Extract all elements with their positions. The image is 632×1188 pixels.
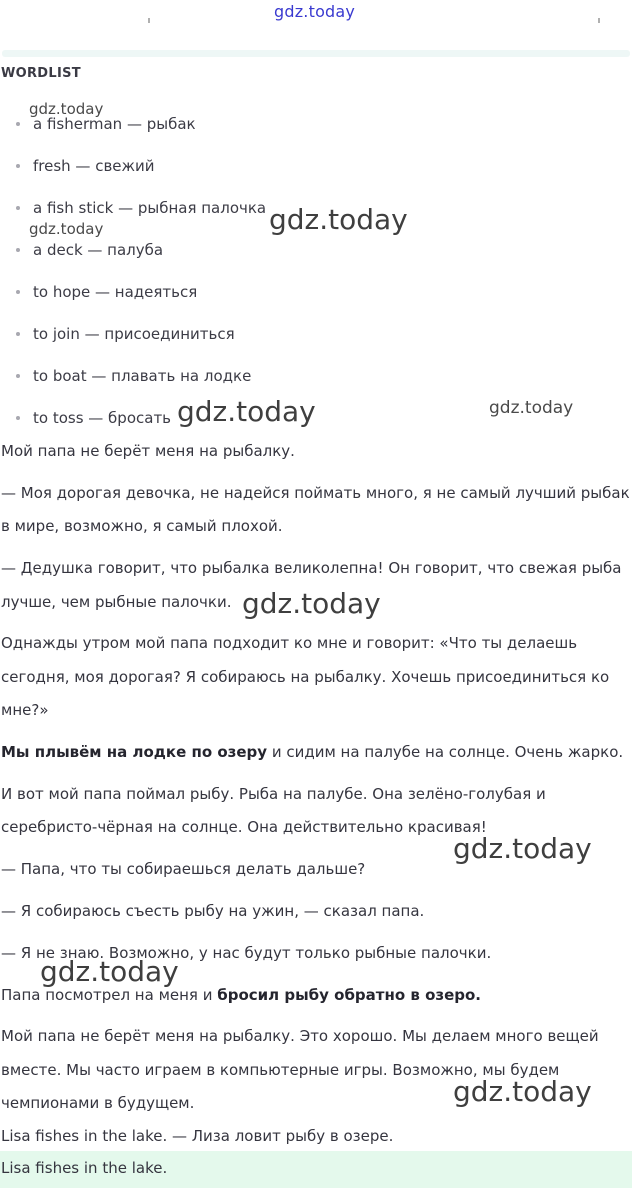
text-line: серебристо-чёрная на солнце. Она действительно красивая!	[1, 818, 487, 836]
text-line: — Дедушка говорит, что рыбалка великолепна! Он говорит, что свежая рыба	[1, 559, 622, 577]
answer-text: Lisa fishes in the lake.	[1, 1159, 168, 1177]
bullet-icon	[16, 290, 20, 294]
bullet-icon	[16, 332, 20, 336]
text-span: Папа посмотрел на меня и	[1, 986, 218, 1004]
text-line: Мой папа не берёт меня на рыбалку. Это хорошо. Мы делаем много вещей	[1, 1027, 599, 1045]
bold-phrase: бросил рыбу обратно в озеро.	[217, 986, 482, 1004]
wordlist-item: to join — присоединиться	[16, 325, 235, 343]
wordlist-item: a fisherman — рыбак	[16, 115, 196, 133]
bold-phrase: Мы плывём на лодке по озеру	[1, 743, 268, 761]
wordlist-heading: WORDLIST	[1, 66, 81, 81]
wordlist-item: fresh — свежий	[16, 157, 155, 175]
text-line: вместе. Мы часто играем в компьютерные игры. Возможно, мы будем	[1, 1061, 560, 1079]
wordlist-item: a deck — палуба	[16, 241, 163, 259]
bullet-icon	[16, 374, 20, 378]
watermark: gdz.today	[453, 832, 592, 865]
watermark: gdz.today	[242, 587, 381, 620]
text-line: Lisa fishes in the lake. — Лиза ловит рыбу в озере.	[1, 1127, 394, 1145]
watermark: gdz.today	[29, 100, 104, 118]
wordlist-item: a fish stick — рыбная палочка	[16, 199, 266, 217]
text-line: — Я собираюсь съесть рыбу на ужин, — сказал папа.	[1, 902, 425, 920]
watermark: gdz.today	[453, 1075, 592, 1108]
bullet-icon	[16, 164, 20, 168]
wordlist-item: to hope — надеяться	[16, 283, 197, 301]
text-line: мне?»	[1, 701, 49, 719]
text-line: Мой папа не берёт меня на рыбалку.	[1, 442, 295, 460]
text-line: — Моя дорогая девочка, не надейся поймать много, я не самый лучший рыбак	[1, 484, 630, 502]
highlighted-answer	[0, 1151, 632, 1188]
site-logo[interactable]: gdz.today	[274, 2, 356, 21]
top-divider	[2, 50, 630, 57]
divider-tick	[598, 18, 600, 23]
watermark: gdz.today	[269, 203, 408, 236]
bullet-icon	[16, 416, 20, 420]
text-line: — Папа, что ты собираешься делать дальше?	[1, 860, 366, 878]
text-line: сегодня, моя дорогая? Я собираюсь на рыбалку. Хочешь присоединиться ко	[1, 668, 610, 686]
text-line: И вот мой папа поймал рыбу. Рыба на палубе. Она зелёно-голубая и	[1, 785, 546, 803]
bullet-icon	[16, 122, 20, 126]
text-line	[1, 743, 623, 761]
wordlist-item: to toss — бросать	[16, 409, 171, 427]
divider-tick	[148, 18, 150, 23]
bullet-icon	[16, 248, 20, 252]
text-span: и сидим на палубе на солнце. Очень жарко.	[267, 743, 624, 761]
text-line: — Я не знаю. Возможно, у нас будут только рыбные палочки.	[1, 944, 492, 962]
wordlist-item: to boat — плавать на лодке	[16, 367, 251, 385]
text-line: чемпионами в будущем.	[1, 1094, 195, 1112]
watermark: gdz.today	[489, 398, 574, 418]
text-line: Однажды утром мой папа подходит ко мне и говорит: «Что ты делаешь	[1, 634, 578, 652]
bullet-icon	[16, 206, 20, 210]
text-line	[1, 986, 481, 1004]
watermark: gdz.today	[29, 220, 104, 238]
watermark: gdz.today	[177, 395, 316, 428]
text-line: лучше, чем рыбные палочки.	[1, 593, 232, 611]
watermark: gdz.today	[40, 955, 179, 988]
text-line: в мире, возможно, я самый плохой.	[1, 517, 283, 535]
